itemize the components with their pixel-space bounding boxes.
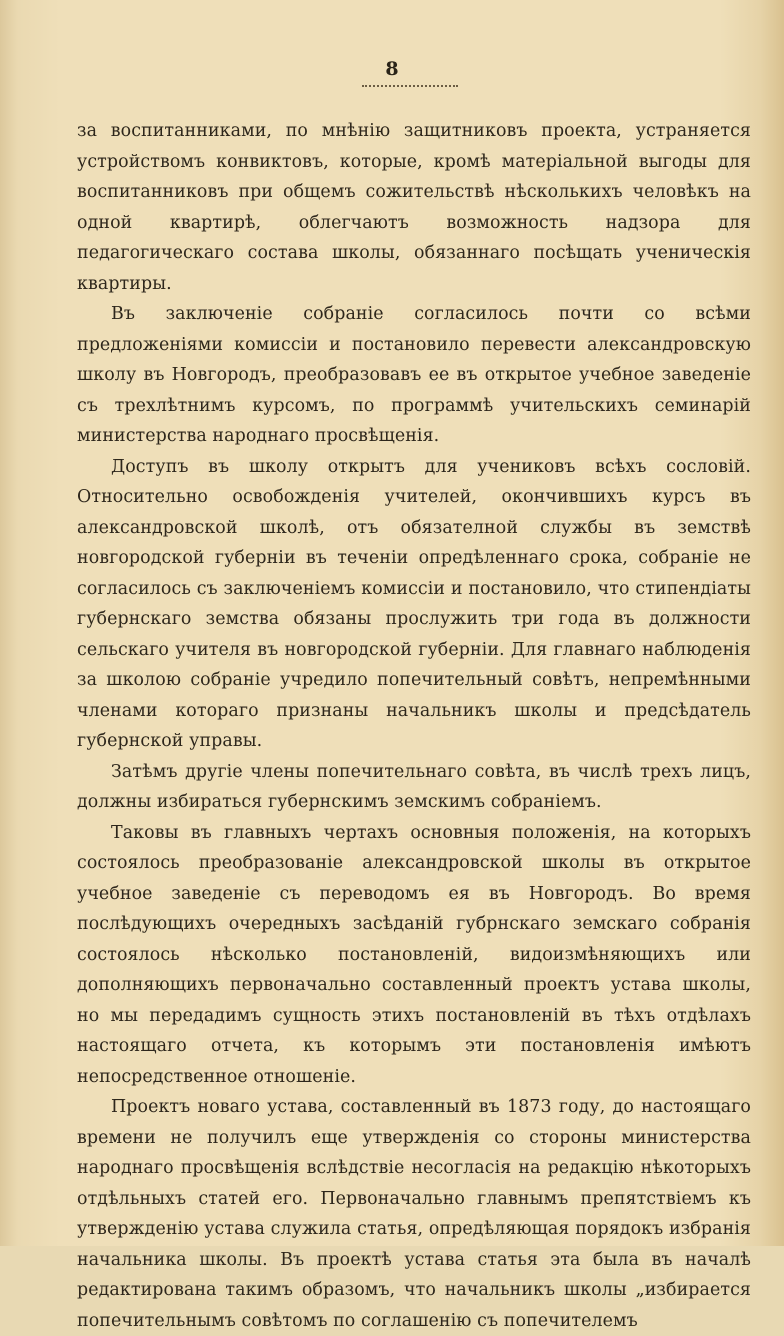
paragraph: Доступъ въ школу открытъ для учениковъ всѣхъ сословій. Относительно освобожденія учителей, окончившихъ курсъ въ александровской школѣ, отъ обязателной службы въ земствѣ новгородской губерніи въ теченіи опредѣленнаго срока, собраніе не согласилось съ заключеніемъ комиссіи и постановило, что стипендіаты губернскаго земства обязаны прослужить три года въ должности сельскаго учителя въ новгородской губерніи. Для главнаго наблюденія за школою собраніе учредило попечительный совѣтъ, непремѣнными членами котораго признаны начальникъ школы и предсѣдатель губернской управы. [77, 456, 751, 751]
body-text [77, 116, 751, 1336]
paragraph: за воспитанниками, по мнѣнію защитниковъ проекта, устраняется устройствомъ конвиктовъ, которые, кромѣ матеріальной выгоды для воспитанниковъ при общемъ сожительствѣ нѣсколькихъ человѣкъ на одной квартирѣ, облегчаютъ возможность надзора для педагогическаго состава школы, обязаннаго посѣщать ученическія квартиры. [77, 121, 751, 294]
header-rule [362, 85, 458, 87]
paragraph: Таковы въ главныхъ чертахъ основныя положенія, на которыхъ состоялось преобразованіе александровской школы въ открытое учебное заведеніе съ переводомъ ея въ Новгородъ. Во время послѣдующихъ очередныхъ засѣданій губрнскаго земскаго собранія состоялось нѣсколько постановленій, видоизмѣняющихъ или дополняющихъ первоначально составленный проектъ устава школы, но мы передадимъ сущность этихъ постановленій въ тѣхъ отдѣлахъ настоящаго отчета, къ которымъ эти постановленія имѣютъ непосредственное отношеніе. [77, 822, 751, 1087]
paragraph: Проектъ новаго устава, составленный въ 1873 году, до настоящаго времени не получилъ еще утвержденія со стороны министерства народнаго просвѣщенія вслѣдствіе несогласія на редакцію нѣкоторыхъ отдѣльныхъ статей его. Первоначально главнымъ препятствіемъ къ утвержденію устава служила статья, опредѣляющая порядокъ избранія начальника школы. Въ проектѣ устава статья эта была въ началѣ редактирована такимъ образомъ, что начальникъ школы „избирается попечительнымъ совѣтомъ по соглашенію съ попечителемъ [77, 1097, 751, 1331]
paragraph: Затѣмъ другіе члены попечительнаго совѣта, въ числѣ трехъ лицъ, должны избираться губернскимъ земскимъ собраніемъ. [77, 761, 751, 812]
page-number: 8 [385, 58, 399, 80]
paragraph: Въ заключеніе собраніе согласилось почти со всѣми предложеніями комиссіи и постановило перевести александровскую школу въ Новгородъ, преобразовавъ ее въ открытое учебное заведеніе съ трехлѣтнимъ курсомъ, по программѣ учительскихъ семинарій министерства народнаго просвѣщенія. [77, 304, 751, 446]
